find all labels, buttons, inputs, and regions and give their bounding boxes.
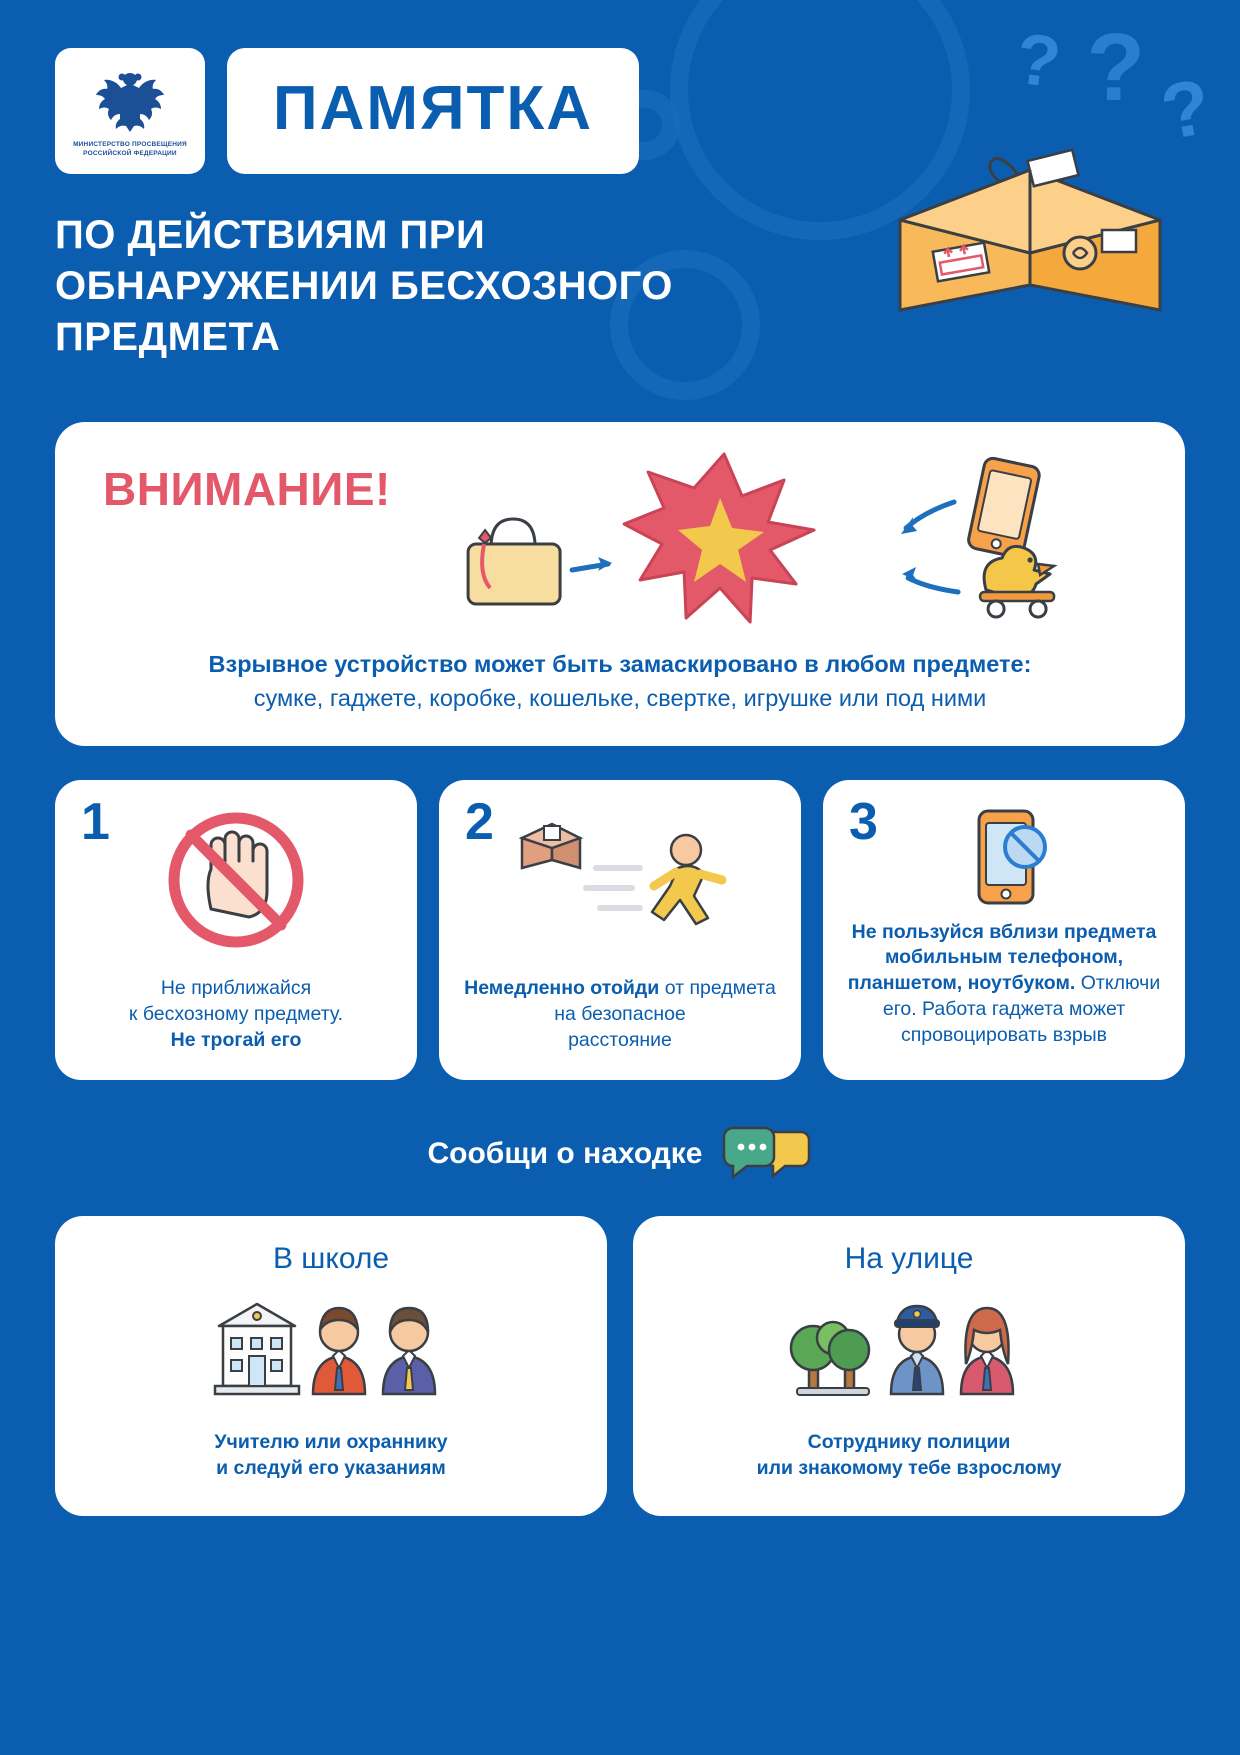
explosion-icon (624, 454, 814, 622)
ministry-emblem (55, 48, 205, 174)
question-mark-icon: ? (1086, 14, 1145, 121)
bottom-cards-row (55, 1216, 1185, 1516)
step-text-1 (73, 976, 399, 1053)
school-building-icon (215, 1304, 299, 1394)
step-text-plain: Не приближайся к бесхозному предмету. (128, 977, 344, 1026)
warning-title: ВНИМАНИЕ! (103, 462, 391, 515)
step-number: 1 (81, 792, 110, 851)
warning-card (55, 422, 1185, 746)
bottom-card-title: В школе (272, 1241, 390, 1275)
bottom-card-line-2: и следуй его указаниям (216, 1457, 446, 1480)
poster-title-text: ПАМЯТКА (273, 74, 594, 143)
bottom-card-street (633, 1216, 1185, 1516)
toy-duck-icon (980, 546, 1054, 617)
report-label: Сообщи о находке (427, 1136, 703, 1170)
step-text-3 (841, 920, 1167, 1049)
step-card-2 (439, 780, 801, 1080)
school-illustration (211, 1290, 451, 1400)
chat-bubbles-icon (721, 1126, 813, 1182)
double-headed-eagle-icon (88, 65, 172, 135)
teacher-icon (313, 1308, 365, 1394)
step-text-bold: Не трогай его (170, 1028, 302, 1051)
step-text-2 (457, 976, 783, 1053)
phone-off-icon (841, 810, 1167, 910)
adult-woman-icon (961, 1308, 1013, 1394)
step-card-1 (55, 780, 417, 1080)
bottom-card-line-2: или знакомому тебе взрослому (756, 1457, 1062, 1480)
poster-title (227, 48, 639, 174)
step-card-3 (823, 780, 1185, 1080)
step-text-plain: от предмета на безопасное расстояние (554, 977, 776, 1051)
bottom-card-school (55, 1216, 607, 1516)
emblem-caption: МИНИСТЕРСТВО ПРОСВЕЩЕНИЯ РОССИЙСКОЙ ФЕДЕРАЦИИ (73, 141, 187, 157)
warning-line-1: Взрывное устройство может быть замаскировано в любом предмете: (208, 650, 1032, 677)
handbag-icon (468, 519, 560, 604)
step-text-bold: Не пользуйся вблизи предмета мобильным телефоном, планшетом, ноутбуком. (847, 920, 1157, 995)
step-number: 3 (849, 792, 878, 851)
question-mark-icon: ? (1010, 18, 1066, 104)
report-banner (0, 1126, 1240, 1182)
police-officer-icon (891, 1306, 943, 1394)
bottom-card-line-1: Учителю или охраннику (214, 1430, 448, 1453)
bottom-card-title: На улице (844, 1241, 974, 1275)
question-mark-icon: ? (1155, 61, 1218, 157)
poster-header (0, 0, 1240, 364)
step-number: 2 (465, 792, 494, 851)
guard-icon (383, 1308, 435, 1394)
no-touch-hand-icon (73, 810, 399, 950)
explosion-objects-icon (401, 452, 1151, 627)
step-text-bold: Немедленно отойди (464, 977, 660, 1000)
poster-subtitle: ПО ДЕЙСТВИЯМ ПРИ ОБНАРУЖЕНИИ БЕСХОЗНОГО ПРЕДМЕТА (55, 213, 673, 360)
running-person-icon (457, 810, 783, 950)
trees-icon (791, 1322, 869, 1395)
runner-figure (652, 835, 722, 924)
steps-row (55, 780, 1185, 1080)
warning-line-2: сумке, гаджете, коробке, кошельке, свертке, игрушке или под ними (253, 684, 987, 711)
bottom-card-line-1: Сотруднику полиции (807, 1430, 1011, 1453)
bottom-card-text-school (214, 1429, 447, 1482)
warning-illustration (401, 452, 1151, 627)
street-illustration (789, 1290, 1029, 1400)
bottom-card-text-street (757, 1429, 1062, 1482)
smartphone-icon (967, 456, 1041, 558)
small-box-icon (522, 824, 580, 868)
step-text-plain: Отключи его. Работа гаджета может спровоцировать взрыв (882, 972, 1161, 1046)
